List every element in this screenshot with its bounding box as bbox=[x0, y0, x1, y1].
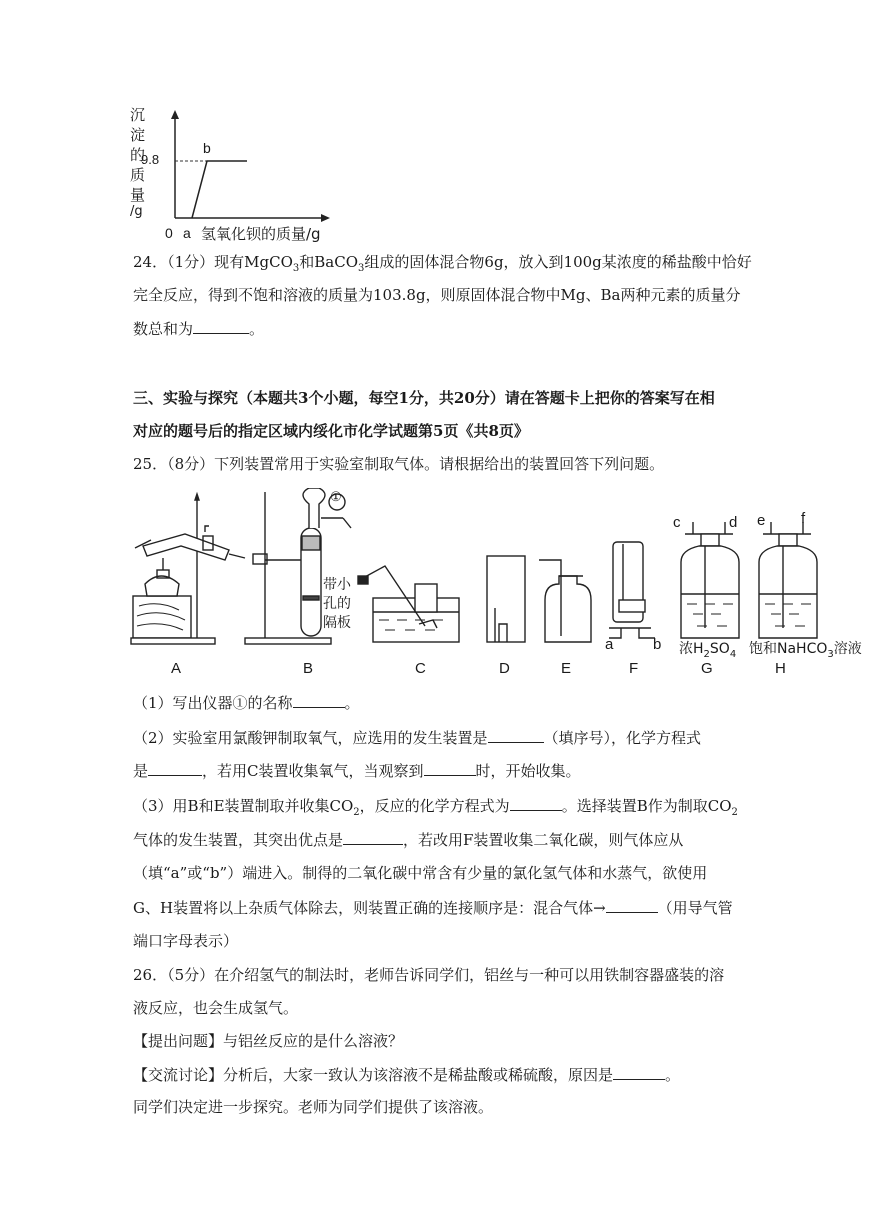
q26-line-2: 液反应，也会生成氢气。 bbox=[133, 999, 299, 1017]
port-b: b bbox=[653, 636, 662, 653]
q25-part-2-line-2: 是 ，若用C装置收集氧气，当观察到 时，开始收集。 bbox=[133, 762, 581, 780]
answer-blank[interactable] bbox=[613, 1064, 665, 1080]
answer-blank[interactable] bbox=[148, 760, 202, 776]
q25-part-3-line-4: G、H装置将以上杂质气体除去，则装置正确的连接顺序是：混合气体→ （用导气管 bbox=[133, 899, 733, 917]
q24-line-2: 完全反应，得到不饱和溶液的质量为103.8g，则原固体混合物中Mg、Ba两种元素的质量分 bbox=[133, 286, 741, 304]
port-f: f bbox=[801, 510, 806, 527]
apparatus-label-b: B bbox=[303, 660, 314, 677]
q24-and: 和 bbox=[299, 253, 315, 271]
graph-series-line bbox=[192, 161, 247, 218]
apparatus-c bbox=[358, 566, 459, 642]
q24-text: 组成的固体混合物6g，放入到100g某浓度的稀盐酸中恰好 bbox=[364, 253, 752, 271]
graph-ylabel-char: 的 bbox=[130, 146, 146, 164]
b-note-line: 带小 bbox=[323, 577, 351, 593]
graph-ylabel-char: 量 bbox=[130, 186, 146, 204]
apparatus-label-f: F bbox=[629, 660, 639, 677]
q25-part-2-line-1: （2）实验室用氯酸钾制取氧气，应选用的发生装置是 （填序号），化学方程式 bbox=[133, 729, 702, 747]
apparatus-a bbox=[131, 494, 245, 644]
graph-ylabel-char: /g bbox=[130, 204, 143, 219]
q24-text: 数总和为 bbox=[133, 320, 194, 338]
precipitate-graph bbox=[125, 100, 345, 245]
answer-blank[interactable] bbox=[606, 897, 658, 913]
b-note-line: 孔的 bbox=[323, 596, 351, 612]
apparatus-f bbox=[609, 542, 655, 638]
apparatus-label-c: C bbox=[415, 660, 426, 677]
apparatus-h bbox=[759, 522, 817, 638]
apparatus-d bbox=[487, 556, 525, 642]
answer-blank[interactable] bbox=[424, 760, 476, 776]
graph-ylabel-char: 淀 bbox=[130, 126, 146, 144]
q26-line-1: 26．（5分）在介绍氢气的制法时，老师告诉同学们，铝丝与一种可以用铁制容器盛装的溶 bbox=[133, 966, 725, 984]
graph-point-a: a bbox=[183, 225, 191, 241]
answer-blank[interactable] bbox=[510, 795, 562, 811]
apparatus-label-a: A bbox=[171, 660, 182, 677]
graph-ylabel-char: 沉 bbox=[130, 106, 146, 124]
port-d: d bbox=[729, 514, 738, 531]
q24-line-3 bbox=[133, 318, 264, 339]
instrument-1-marker: ① bbox=[330, 490, 342, 505]
q26-discuss: 【交流讨论】分析后，大家一致认为该溶液不是稀盐酸或稀硫酸，原因是 。 bbox=[133, 1066, 681, 1084]
q25-part-3-line-5: 端口字母表示） bbox=[133, 932, 239, 950]
q26-last: 同学们决定进一步探究。老师为同学们提供了该溶液。 bbox=[133, 1098, 494, 1116]
answer-blank[interactable] bbox=[193, 318, 249, 334]
g-reagent-label: 浓$H_2SO_4$ bbox=[679, 641, 737, 660]
graph-ylabel-char: 质 bbox=[130, 166, 146, 184]
q25-part-3-line-2: 气体的发生装置，其突出优点是 ，若改用F装置收集二氧化碳，则气体应从 bbox=[133, 831, 684, 849]
port-e: e bbox=[757, 512, 766, 529]
graph-y-tick: 9.8 bbox=[141, 152, 160, 167]
port-c: c bbox=[673, 514, 681, 531]
apparatus-g bbox=[681, 522, 739, 638]
q24-prefix: 24．（1分）现有 bbox=[133, 253, 245, 271]
q25-part-3-line-3: （填“a”或“b”）端进入。制得的二氧化碳中常含有少量的氯化氢气体和水蒸气，欲使用 bbox=[133, 864, 708, 882]
apparatus-e bbox=[539, 560, 591, 642]
apparatus-label-h: H bbox=[775, 660, 786, 677]
answer-blank[interactable] bbox=[488, 727, 544, 743]
answer-blank[interactable] bbox=[343, 829, 403, 845]
b-note-line: 隔板 bbox=[323, 615, 351, 631]
section-3-heading-cont: 对应的题号后的指定区域内绥化市化学试题第5页《共8页》 bbox=[133, 422, 529, 440]
graph-origin: 0 bbox=[165, 225, 173, 241]
h-reagent-label: 饱和NaHCO$_3$溶液 bbox=[749, 641, 862, 660]
section-3-heading: 三、实验与探究（本题共3个小题，每空1分，共20分）请在答题卡上把你的答案写在相 bbox=[133, 389, 715, 407]
q24-text: 。 bbox=[249, 320, 265, 338]
q25-part-3-line-1: （3）用B和E装置制取并收集$CO_2$，反应的化学方程式为 。选择装置B作为制取$CO_2$ bbox=[133, 797, 738, 818]
apparatus-label-d: D bbox=[499, 660, 510, 677]
answer-blank[interactable] bbox=[293, 692, 345, 708]
q24-line-1: 24．（1分）现有MgCO$_3$和BaCO$_3$组成的固体混合物6g，放入到100g某浓度的稀盐酸中恰好 bbox=[133, 253, 752, 274]
q25-part-1: （1）写出仪器①的名称 。 bbox=[133, 694, 360, 712]
port-a: a bbox=[605, 636, 614, 653]
graph-xlabel: 氢氧化钡的质量/g bbox=[201, 225, 321, 243]
q26-ask: 【提出问题】与铝丝反应的是什么溶液？ bbox=[133, 1032, 404, 1050]
apparatus-label-e: E bbox=[561, 660, 572, 677]
graph-point-b: b bbox=[203, 140, 211, 156]
apparatus-diagram bbox=[125, 488, 869, 680]
q25-stem: 25．（8分）下列装置常用于实验室制取气体。请根据给出的装置回答下列问题。 bbox=[133, 455, 665, 473]
apparatus-label-g: G bbox=[701, 660, 713, 677]
